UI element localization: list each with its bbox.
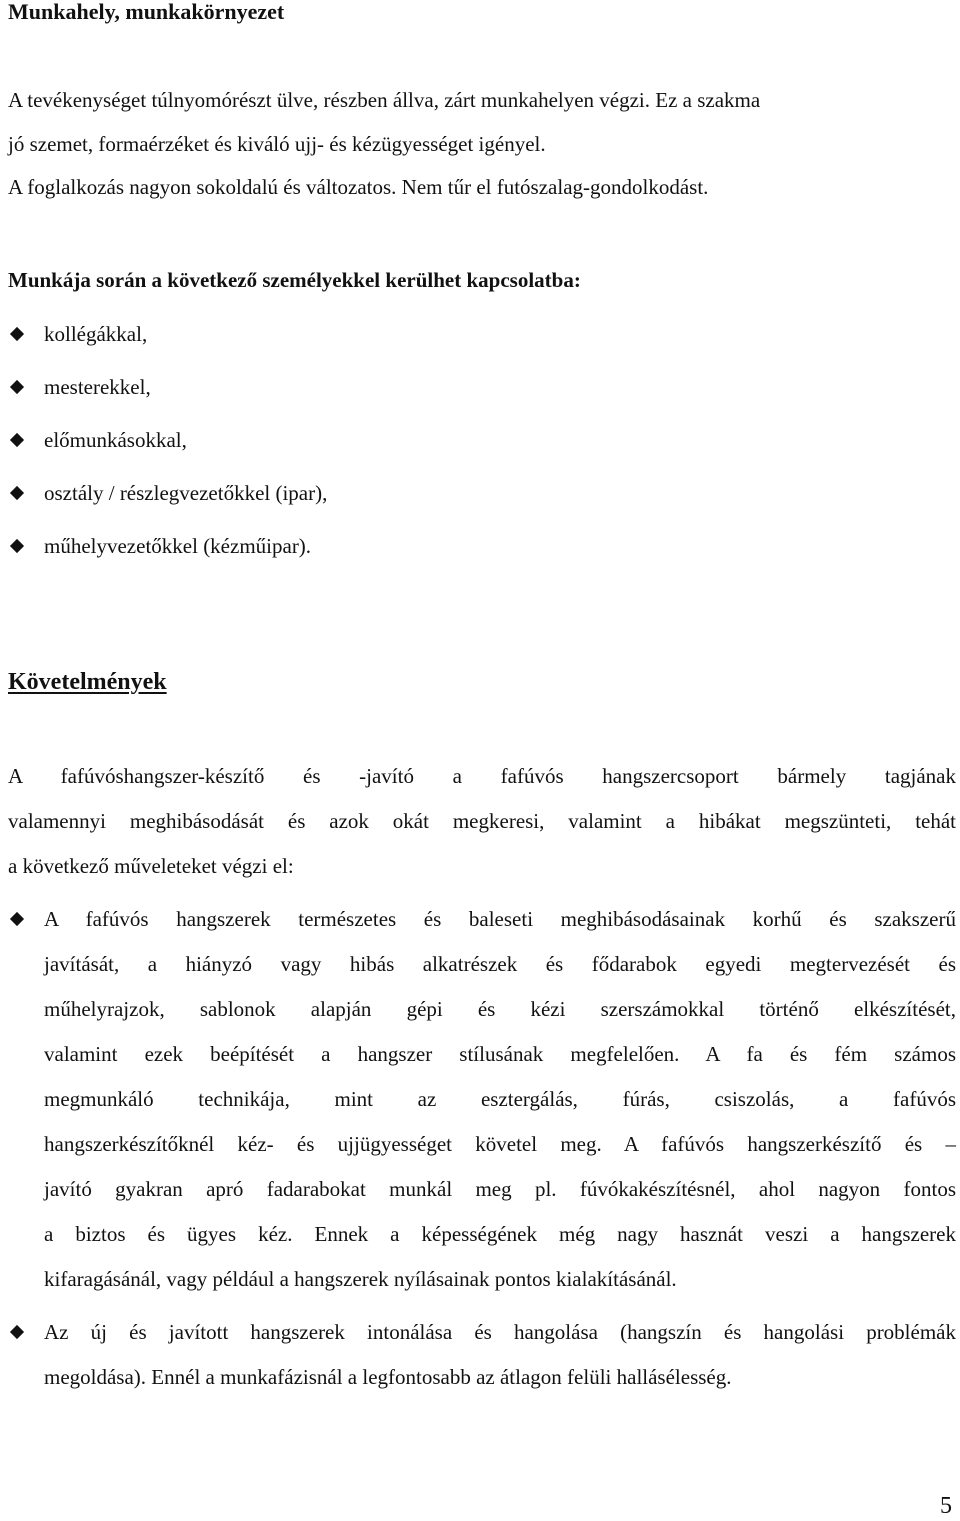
- diamond-bullet-icon: [10, 327, 24, 341]
- contact-list-item: kollégákkal,: [44, 322, 148, 346]
- bullet1-line: kifaragásánál, vagy például a hangszerek nyílásainak pontos kialakításánál.: [44, 1267, 677, 1291]
- requirements-intro-line: a következő műveleteket végzi el:: [8, 854, 294, 878]
- bullet2-line: Az új és javított hangszerek intonálása és hangolása (hangszín és hangolási problémák: [44, 1320, 956, 1344]
- page-number: 5: [940, 1493, 952, 1519]
- contacts-intro: Munkája során a következő személyekkel kerülhet kapcsolatba:: [8, 268, 581, 292]
- workplace-para-line: A foglalkozás nagyon sokoldalú és változatos. Nem tűr el futószalag-gondolkodást.: [8, 175, 709, 199]
- contact-list-item: mesterekkel,: [44, 375, 151, 399]
- workplace-para-line: jó szemet, formaérzéket és kiváló ujj- és kézügyességet igényel.: [8, 132, 546, 156]
- contact-list-item: előmunkásokkal,: [44, 428, 187, 452]
- bullet1-line: megmunkáló technikája, mint az esztergálás, fúrás, csiszolás, a fafúvós: [44, 1087, 956, 1111]
- requirements-intro-line: valamennyi meghibásodását és azok okát megkeresi, valamint a hibákat megszünteti, tehát: [8, 809, 956, 833]
- bullet1-line: műhelyrajzok, sablonok alapján gépi és kézi szerszámokkal történő elkészítését,: [44, 997, 956, 1021]
- section-heading-workplace: Munkahely, munkakörnyezet: [8, 0, 285, 24]
- diamond-bullet-icon: [10, 486, 24, 500]
- diamond-bullet-icon: [10, 380, 24, 394]
- section-heading-requirements: Követelmények: [8, 669, 167, 695]
- bullet1-line: hangszerkészítőknél kéz- és ujjügyességet követel meg. A fafúvós hangszerkészítő és –: [44, 1132, 956, 1156]
- requirements-intro-line: A fafúvóshangszer-készítő és -javító a fafúvós hangszercsoport bármely tagjának: [8, 764, 956, 788]
- contact-list-item: műhelyvezetőkkel (kézműipar).: [44, 534, 312, 558]
- diamond-bullet-icon: [10, 433, 24, 447]
- workplace-para-line: A tevékenységet túlnyomórészt ülve, részben állva, zárt munkahelyen végzi. Ez a szakma: [8, 88, 761, 112]
- diamond-bullet-icon: [10, 539, 24, 553]
- diamond-bullet-icon: [10, 1325, 24, 1339]
- bullet1-line: javító gyakran apró fadarabokat munkál meg pl. fúvókakészítésnél, ahol nagyon fontos: [44, 1177, 956, 1201]
- bullet2-line: megoldása). Ennél a munkafázisnál a legfontosabb az átlagon felüli hallásélesség.: [44, 1365, 732, 1389]
- bullet1-line: A fafúvós hangszerek természetes és baleseti meghibásodásainak korhű és szakszerű: [44, 907, 956, 931]
- contact-list-item: osztály / részlegvezetőkkel (ipar),: [44, 481, 328, 505]
- bullet1-line: valamint ezek beépítését a hangszer stílusának megfelelően. A fa és fém számos: [44, 1042, 956, 1066]
- bullet1-line: javítását, a hiányzó vagy hibás alkatrészek és fődarabok egyedi megtervezését és: [44, 952, 956, 976]
- diamond-bullet-icon: [10, 912, 24, 926]
- bullet1-line: a biztos és ügyes kéz. Ennek a képességének még nagy hasznát veszi a hangszerek: [44, 1222, 956, 1246]
